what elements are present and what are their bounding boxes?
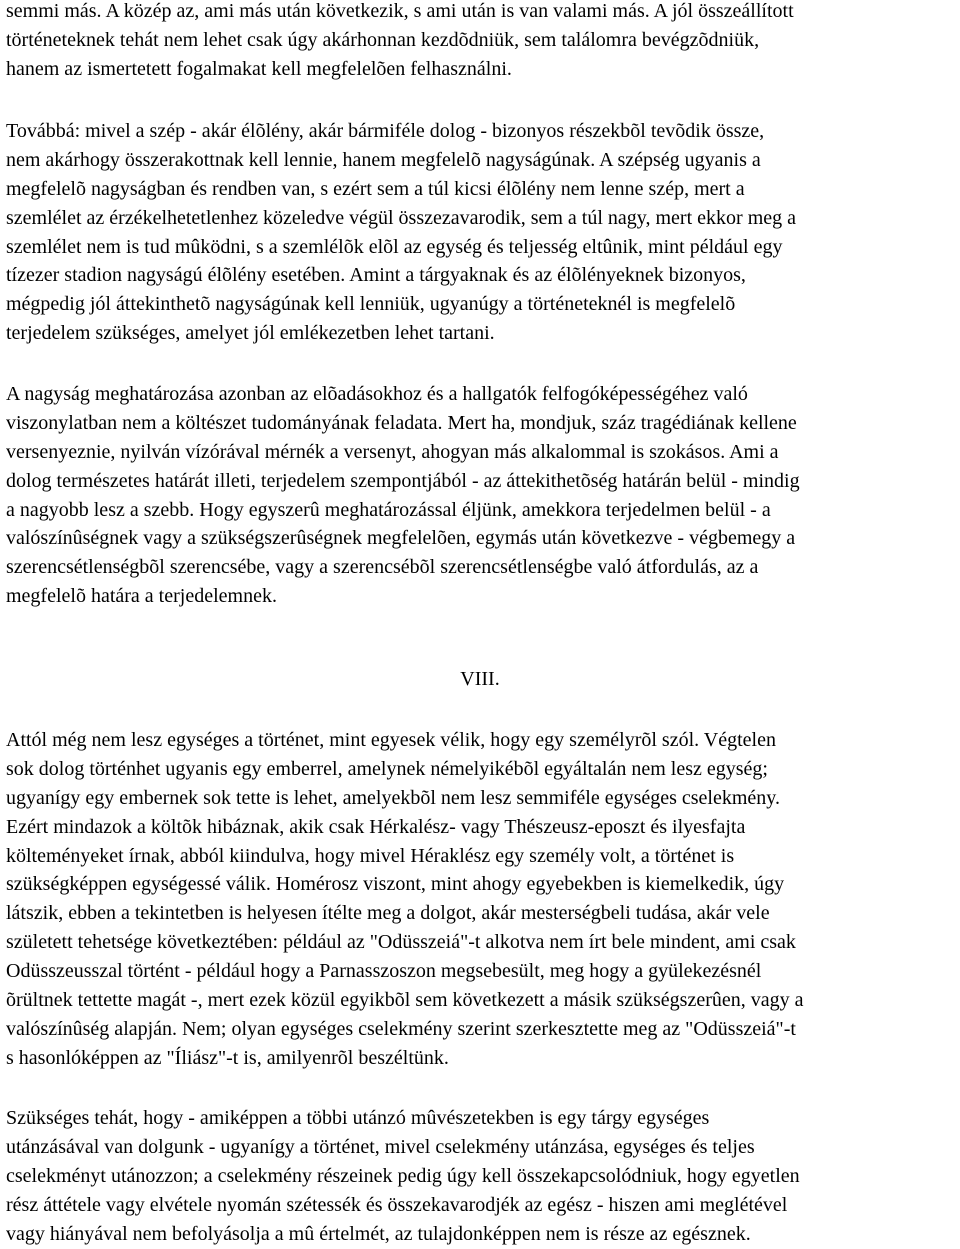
paragraph-line: terjedelem szükséges, amelyet jól emlékezetben lehet tartani. [6, 322, 495, 345]
paragraph-line: sok dolog történhet ugyanis egy emberrel, amelynek némelyikébõl egyáltalán nem lesz egység; [6, 757, 768, 780]
paragraph-line: hanem az ismertetett fogalmakat kell megfelelõen felhasználni. [6, 57, 512, 80]
paragraph-line: s hasonlóképpen az "Íliász"-t is, amilyenrõl beszéltünk. [6, 1046, 449, 1069]
paragraph-line: ugyanígy egy embernek sok tette is lehet, amelyekbõl nem lesz semmiféle egységes cselekmény. [6, 786, 781, 809]
paragraph-line: dolog természetes határát illeti, terjedelem szempontjából - az áttekithetõség határán belül - mindig [6, 469, 800, 492]
paragraph-line: A nagyság meghatározása azonban az elõadásokhoz és a hallgatók felfogóképességéhez való [6, 383, 748, 405]
paragraph-5 [6, 1104, 958, 1248]
paragraph-line: született tehetsége következtében: például az "Odüsszeiá"-t alkotva nem írt bele mindent, ami csak [6, 931, 796, 954]
paragraph-line: történeteknek tehát nem lehet csak úgy akárhonnan kezdõdniük, sem találomra bevégzõdniük, [6, 28, 760, 51]
paragraph-line: cselekményt utánozzon; a cselekmény részeinek pedig úgy kell összekapcsolódniuk, hogy egyetlen [6, 1164, 800, 1187]
paragraph-line: õrültnek tettette magát -, mert ezek közül egyikbõl sem következett a másik szükségszerûen, vagy a [6, 989, 804, 1012]
paragraph-line: költeményeket írnak, abból kiindulva, hogy mivel Héraklész egy személy volt, a történet is [6, 844, 735, 867]
paragraph-line: Odüsszeusszal történt - például hogy a Parnasszoszon megsebesült, meg hogy a gyülekezésnél [6, 960, 762, 983]
paragraph-line: vagy hiányával nem befolyásolja a mû értelmét, az tulajdonképpen nem is része az egésznek. [6, 1222, 751, 1245]
paragraph-line: szemlélet az érzékelhetetlenhez közeledve végül összezavarodik, sem a túl nagy, mert ekkor meg a [6, 206, 796, 229]
paragraph-4 [6, 726, 958, 1073]
paragraph-line: Ezért mindazok a költõk hibáznak, akik csak Hérkalész- vagy Thészeusz-eposzt és ilyesfajta [6, 815, 746, 838]
paragraph-line: versenyeznie, nyilván vízórával mérnék a versenyt, ahogyan más alkalommal is szokásos. Ami a [6, 440, 779, 463]
paragraph-line: semmi más. A közép az, ami más után következik, s ami után is van valami más. A jól összeállított [6, 0, 794, 22]
paragraph-line: Attól még nem lesz egységes a történet, mint egyesek vélik, hogy egy személyrõl szól. Végtelen [6, 729, 776, 751]
paragraph-line: szükségképpen egységessé válik. Homérosz viszont, mint ahogy egyebekben is kiemelkedik, úgy [6, 873, 785, 896]
paragraph-line: viszonylatban nem a költészet tudományának feladata. Mert ha, mondjuk, száz tragédiának kellene [6, 411, 797, 434]
paragraph-line: megfelelõ nagyságban és rendben van, s ezért sem a túl kicsi élõlény nem lenne szép, mert a [6, 177, 745, 200]
paragraph-line: szerencsétlenségbõl szerencsébe, vagy a szerencsébõl szerencsétlenségbe való átfordulás, az a [6, 556, 759, 579]
paragraph-line: a nagyobb lesz a szebb. Hogy egyszerû meghatározással éljünk, amekkora terjedelmen belül - a [6, 498, 771, 521]
paragraph-line: Továbbá: mivel a szép - akár élõlény, akár bármiféle dolog - bizonyos részekbõl tevõdik össze, [6, 120, 765, 142]
paragraph-2 [6, 117, 958, 348]
paragraph-line: megfelelõ határa a terjedelemnek. [6, 585, 277, 608]
paragraph-line: tízezer stadion nagyságú élõlény esetében. Amint a tárgyaknak és az élõlényeknek bizonyos, [6, 264, 746, 287]
paragraph-line: látszik, ebben a tekintetben is helyesen ítélte meg a dolgot, akár mesterségbeli tudása, akár vele [6, 902, 770, 925]
paragraph-line: utánzásával van dolgunk - ugyanígy a történet, mivel cselekmény utánzása, egységes és teljes [6, 1135, 755, 1158]
paragraph-line: rész áttétele vagy elvétele nyomán szétessék és összekavarodjék az egész - hiszen ami meglétével [6, 1193, 788, 1216]
paragraph-3 [6, 380, 958, 611]
paragraph-line: szemlélet nem is tud mûködni, s a szemlélõk elõl az egység és teljesség eltûnik, mint például egy [6, 235, 783, 258]
paragraph-line: mégpedig jól áttekinthetõ nagyságúnak kell lenniük, ugyanúgy a történeteknél is megfelelõ [6, 293, 736, 316]
paragraph-line: Szükséges tehát, hogy - amiképpen a többi utánzó mûvészetekben is egy tárgy egységes [6, 1107, 710, 1129]
paragraph-line: valószínûség alapján. Nem; olyan egységes cselekmény szerint szerkesztette meg az "Odüsszeiá"-t [6, 1017, 796, 1040]
section-heading: VIII. [460, 668, 500, 690]
paragraph-1 [6, 0, 958, 84]
paragraph-line: valószínûségnek vagy a szükségszerûségnek megfelelõen, egymás után következve - végbemegy a [6, 527, 796, 550]
paragraph-line: nem akárhogy összerakottnak kell lennie, hanem megfelelõ nagyságúnak. A szépség ugyanis a [6, 148, 761, 171]
